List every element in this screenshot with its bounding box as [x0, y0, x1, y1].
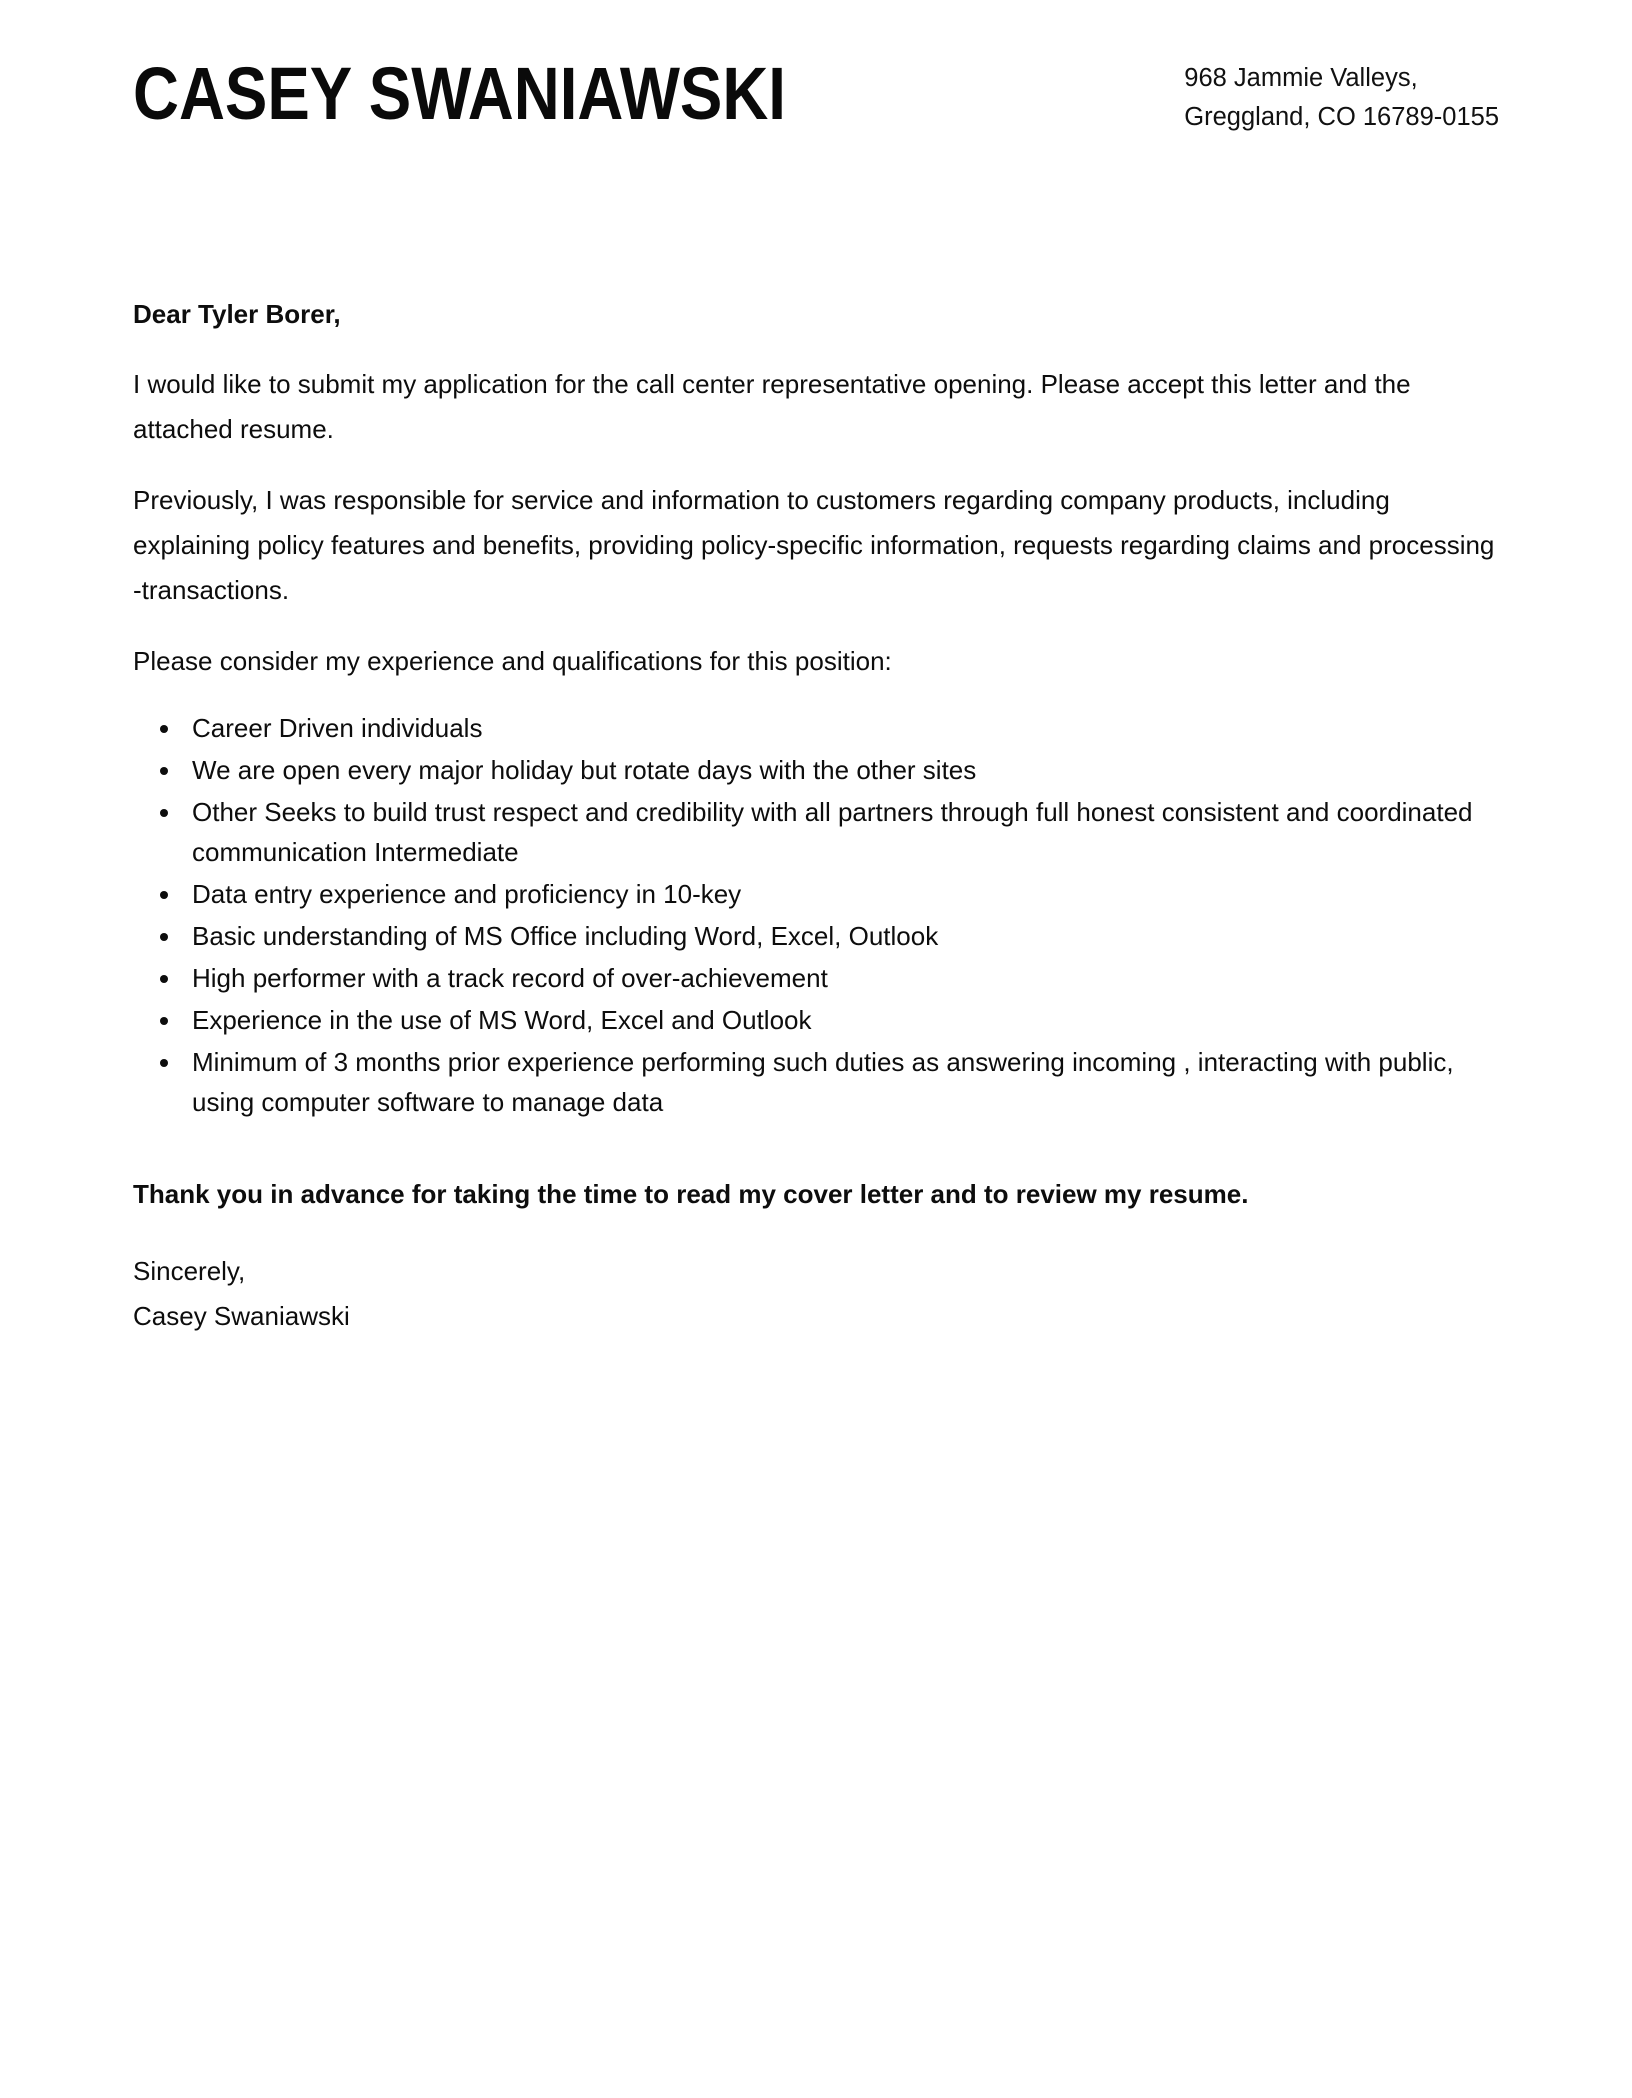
signature-block: [133, 1249, 1499, 1339]
qualification-item: • Minimum of 3 months prior experience performing such duties as answering incoming , interacting with public, using computer software to manage data: [183, 1042, 1499, 1122]
address-line-2: Greggland, CO 16789-0155: [1184, 103, 1499, 131]
qualification-item: • Other Seeks to build trust respect and credibility with all partners through full honest consistent and coordinated communication Intermediate: [183, 792, 1499, 872]
signoff: Sincerely,: [133, 1256, 246, 1286]
qualifications-intro: Please consider my experience and qualifications for this position:: [133, 646, 892, 676]
experience-paragraph: Previously, I was responsible for service and information to customers regarding company products, including explaining policy features and benefits, providing policy-specific information, requests regarding claims and processing -transactions.: [133, 485, 1495, 605]
qualification-item: • We are open every major holiday but rotate days with the other sites: [183, 750, 1499, 790]
letter-body: [133, 292, 1499, 1339]
qualification-item: • Data entry experience and proficiency in 10-key: [183, 874, 1499, 914]
signature: Casey Swaniawski: [133, 1301, 350, 1331]
qualification-item: • Career Driven individuals: [183, 708, 1499, 748]
applicant-name: CASEY SWANIAWSKI: [133, 52, 786, 135]
closing-emphasis: Thank you in advance for taking the time to read my cover letter and to review my resume.: [133, 1179, 1249, 1209]
qualifications-list: [133, 708, 1499, 1122]
address-line-1: 968 Jammie Valleys,: [1184, 64, 1418, 92]
qualification-item: • Experience in the use of MS Word, Excel and Outlook: [183, 1000, 1499, 1040]
intro-paragraph: I would like to submit my application for the call center representative opening. Please accept this letter and the attached resume.: [133, 369, 1411, 444]
salutation: Dear Tyler Borer,: [133, 299, 341, 329]
applicant-address: [1184, 55, 1499, 137]
qualification-item: • High performer with a track record of over-achievement: [183, 958, 1499, 998]
qualification-item: • Basic understanding of MS Office including Word, Excel, Outlook: [183, 916, 1499, 956]
letter-header: [133, 52, 1499, 137]
